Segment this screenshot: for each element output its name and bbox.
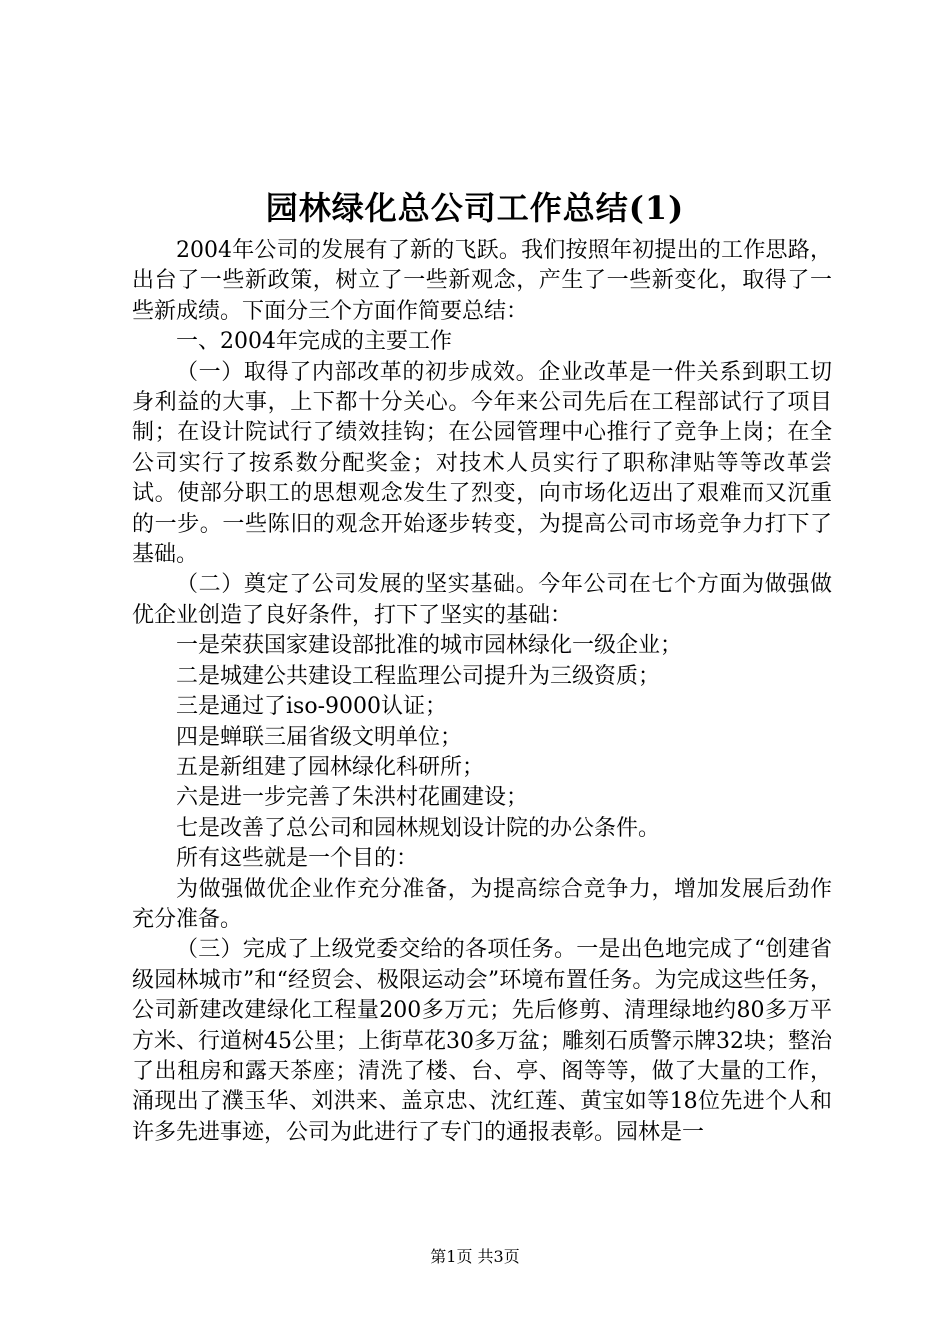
document-title: 园林绿化总公司工作总结(1) — [265, 189, 685, 227]
document-body — [132, 236, 832, 1148]
section-heading-1: 一、2004年完成的主要工作 — [176, 329, 452, 355]
list-item: 二是城建公共建设工程监理公司提升为三级资质； — [176, 663, 661, 689]
page-footer: 第1页 共3页 — [430, 1247, 520, 1266]
list-item: 一是荣获国家建设部批准的城市园林绿化一级企业； — [176, 633, 683, 659]
paragraph-reform: （一）取得了内部改革的初步成效。企业改革是一件关系到职工切身利益的大事，上下都十分关心。今年来公司先后在工程部试行了项目制；在设计院试行了绩效挂钩；在公园管理中心推行了竞争上岗；在全公司实行了按系数分配奖金；对技术人员实行了职称津贴等等改革尝试。使部分职工的思想观念发生了烈变，向市场化迈出了艰难而又沉重的一步。一些陈旧的观念开始逐步转变，为提高公司市场竞争力打下了基础。 — [132, 359, 832, 568]
list-item: 三是通过了iso-9000认证； — [176, 694, 447, 720]
paragraph-preparation: 为做强做优企业作充分准备，为提高综合竞争力，增加发展后劲作充分准备。 — [132, 876, 832, 932]
list-item: 六是进一步完善了朱洪村花圃建设； — [176, 785, 529, 811]
paragraph-purpose: 所有这些就是一个目的： — [176, 846, 419, 872]
paragraph-tasks: （三）完成了上级党委交给的各项任务。一是出色地完成了“创建省级园林城市”和“经贸会、极限运动会”环境布置任务。为完成这些任务，公司新建改建绿化工程量200多万元；先后修剪、清理绿地约80多万平方米、行道树45公里；上街草花30多万盆；雕刻石质警示牌32块；整治了出租房和露天茶座；清洗了楼、台、亭、阁等等，做了大量的工作，涌现出了濮玉华、刘洪来、盖京忠、沈红莲、黄宝如等18位先进个人和许多先进事迹，公司为此进行了专门的通报表彰。园林是一 — [132, 937, 832, 1145]
paragraph-intro: 2004年公司的发展有了新的飞跃。我们按照年初提出的工作思路，出台了一些新政策，树立了一些新观念，产生了一些新变化，取得了一些新成绩。下面分三个方面作简要总结： — [132, 238, 832, 324]
list-item: 七是改善了总公司和园林规划设计院的办公条件。 — [176, 815, 661, 841]
list-item: 四是蝉联三届省级文明单位； — [176, 724, 463, 750]
list-item: 五是新组建了园林绿化科研所； — [176, 754, 485, 780]
paragraph-foundation: （二）奠定了公司发展的坚实基础。今年公司在七个方面为做强做优企业创造了良好条件，打下了坚实的基础： — [132, 572, 832, 628]
